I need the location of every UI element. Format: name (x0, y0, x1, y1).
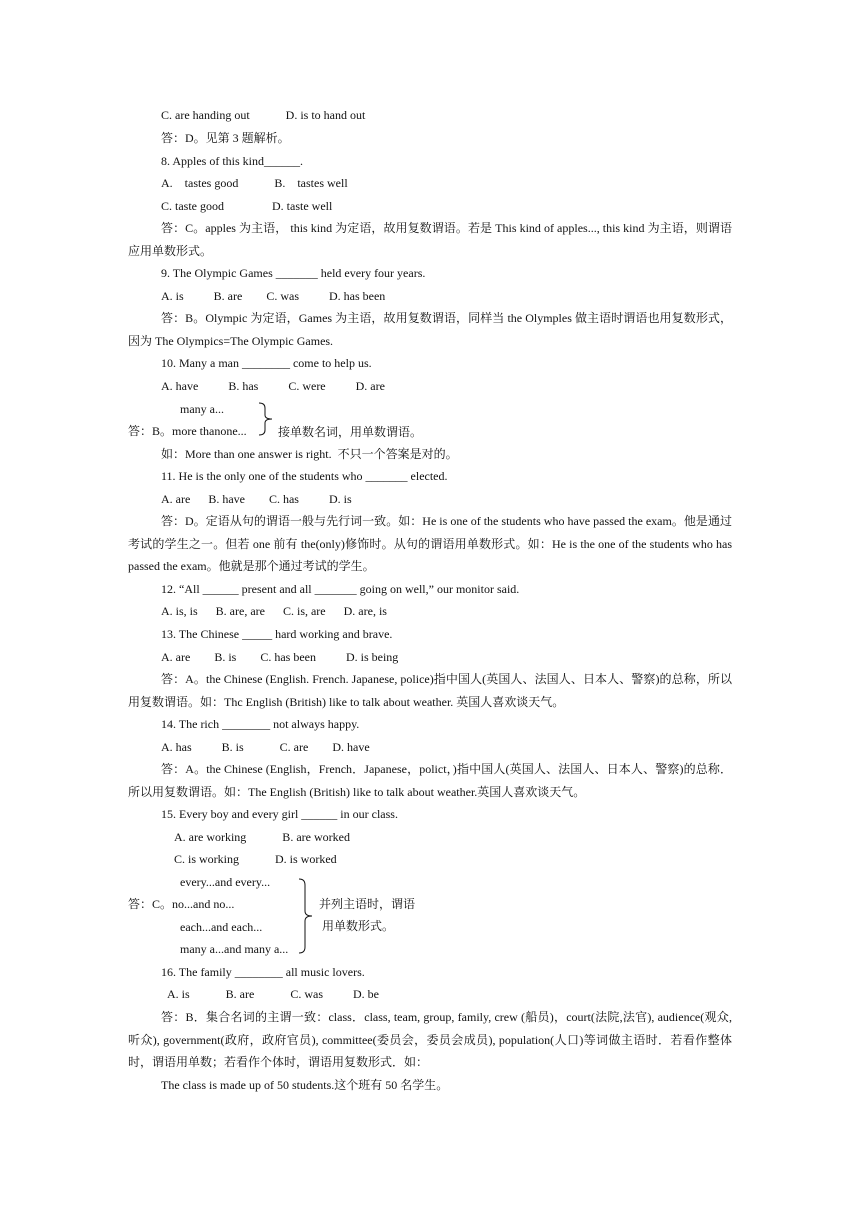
q15-options-cd: C. is working D. is worked (174, 852, 337, 866)
q15-brace-item-3: each...and each... (180, 920, 263, 934)
curly-brace-icon (258, 402, 274, 436)
q13-options: A. are B. is C. has been D. is being (161, 650, 399, 664)
q9-answer: 答：B。Olympic 为定语，Games 为主语，故用复数谓语，同样当 the Olymples 做主语时谓语也用复数形式，因为 The Olympics=The Olympic Games. (128, 311, 732, 348)
q10-example: 如：More than one answer is right. 不只一个答案是对的。 (161, 447, 458, 461)
q11-options: A. are B. have C. has D. is (161, 492, 352, 506)
q16-answer: 答：B．集合名词的主谓一致：class．class, team, group, family, crew (船员)，court(法院,法官), audience(观众, 听众), government(政府，政府官员), committee(委员会，委员会成员), population(人口)等词做主语时．若看作整体时，谓语用单数；若看作个体时，谓语用复数形式．如： (128, 1010, 732, 1070)
q15-question: 15. Every boy and every girl ______ in our class. (161, 807, 398, 821)
q15-options-ab: A. are working B. are worked (174, 830, 350, 844)
q12-question: 12. “All ______ present and all _______ going on well,” our monitor said. (161, 582, 520, 596)
q15-brace-note-2: 用单数形式。 (322, 919, 395, 933)
q10-brace-item-1: many a... (180, 402, 224, 416)
q9-options: A. is B. are C. was D. has been (161, 289, 386, 303)
q14-question: 14. The rich ________ not always happy. (161, 717, 360, 731)
q7-answer: 答：D。见第 3 题解析。 (161, 131, 290, 145)
q10-answer: 答：B。more thanone... (128, 424, 247, 438)
q15-brace-note-1: 并列主语时，谓语 (319, 897, 416, 911)
q15-brace-item-1: every...and every... (180, 875, 271, 889)
q15-answer: 答：C。no...and no... (128, 897, 235, 911)
q8-options-cd: C. taste good D. taste well (161, 199, 333, 213)
q7-options-cd: C. are handing out D. is to hand out (161, 108, 366, 122)
q13-question: 13. The Chinese _____ hard working and brave. (161, 627, 393, 641)
q9-question: 9. The Olympic Games _______ held every four years. (161, 266, 426, 280)
q10-options: A. have B. has C. were D. are (161, 379, 385, 393)
q10-question: 10. Many a man ________ come to help us. (161, 356, 372, 370)
q11-question: 11. He is the only one of the students who _______ elected. (161, 469, 448, 483)
curly-brace-icon (298, 878, 314, 954)
q14-answer: 答：A。the Chinese (English，French．Japanese，polict，)指中国人(英国人、法国人、日本人、警察)的总称．所以用复数谓语。如：The English (British) like to talk about weather.英国人喜欢谈天气。 (128, 762, 732, 799)
q16-example: The class is made up of 50 students.这个班有 50 名学生。 (161, 1078, 449, 1092)
q15-brace-item-4: many a...and many a... (180, 942, 289, 956)
q16-question: 16. The family ________ all music lovers. (161, 965, 365, 979)
q8-answer: 答：C。apples 为主语， this kind 为定语，故用复数谓语。若是 This kind of apples..., this kind 为主语，则谓语应用单数形式。 (128, 221, 732, 258)
q10-brace-note: 接单数名词，用单数谓语。 (278, 425, 423, 439)
q14-options: A. has B. is C. are D. have (161, 740, 370, 754)
q8-question: 8. Apples of this kind______. (161, 154, 304, 168)
q11-answer: 答：D。定语从句的谓语一般与先行词一致。如：He is one of the students who have passed the exam。他是通过考试的学生之一。但若 one 前有 the(only)修饰时。从句的谓语用单数形式。如：He is the one of the students who has passed the exam。他就是那个通过考试的学生。 (128, 514, 732, 574)
q16-options: A. is B. are C. was D. be (167, 987, 379, 1001)
q8-options-ab: A. tastes good B. tastes well (161, 176, 348, 190)
q12-options: A. is, is B. are, are C. is, are D. are, is (161, 604, 387, 618)
q13-answer: 答：A。the Chinese (English. French. Japanese, police)指中国人(英国人、法国人、日本人、警察)的总称，所以用复数谓语。如：Thc English (British) like to talk about weather. 英国人喜欢谈天气。 (128, 672, 732, 709)
